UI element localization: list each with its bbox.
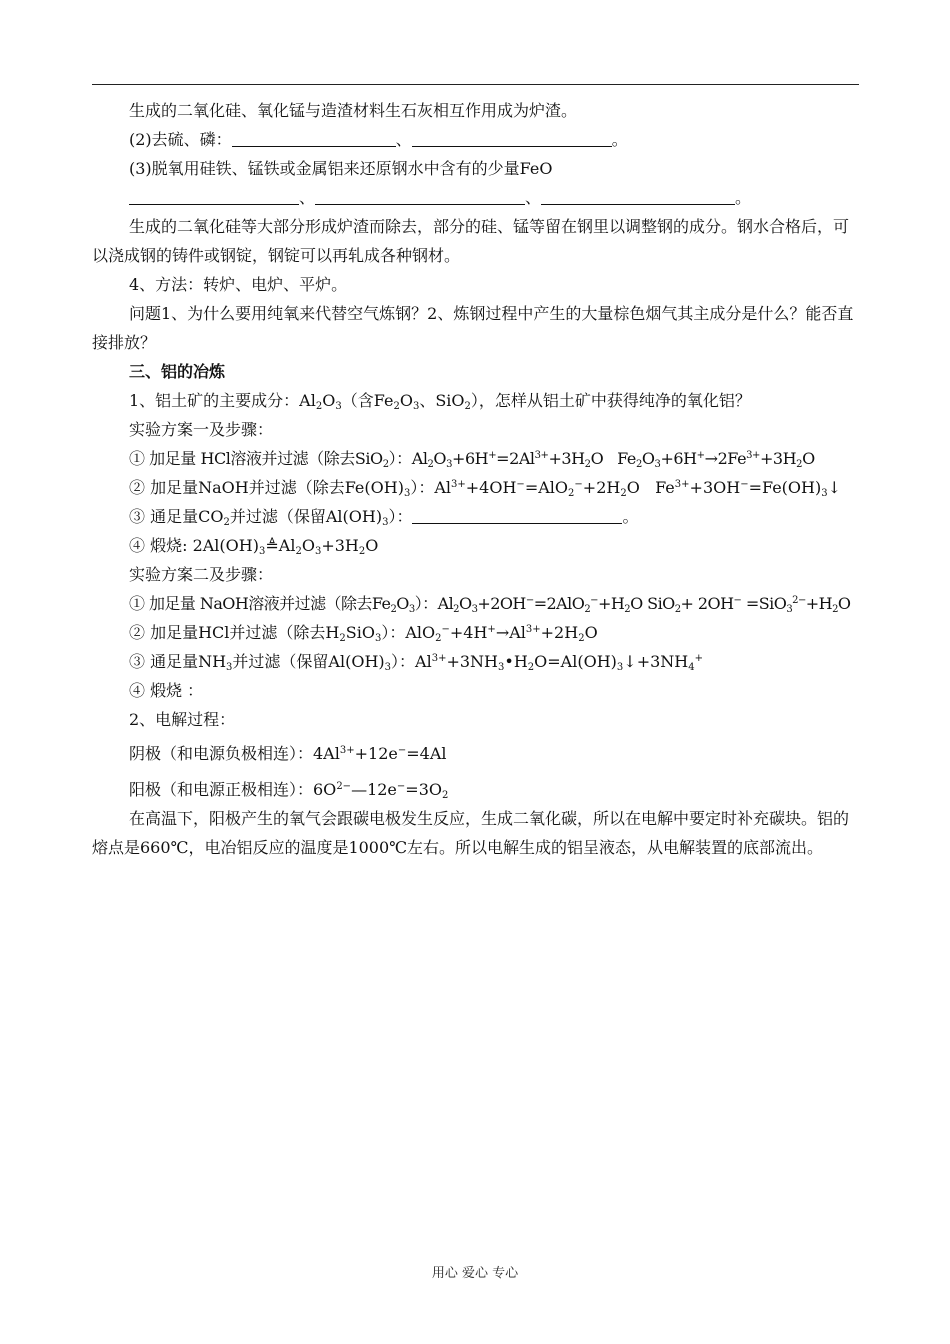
plan1-step1: ① 加足量 HCl溶液并过滤（除去SiO$_2$）：$Al_2O_3+6H^+=2Al^{3+}+3H_2O$ $Fe_2O_3+6H^+\to 2Fe^{3+}+3H_2O$ — [129, 449, 815, 470]
section-title: 三、铝的冶炼 — [129, 362, 226, 381]
plan2-step4: ④ 煅烧 ： — [129, 681, 204, 700]
header-rule — [92, 84, 859, 85]
conclusion-paragraph: 在高温下，阳极产生的氧气会跟碳电极发生反应，生成二氧化碳，所以在电解中要定时补充碳块。铝的熔点是660℃，电冶铝反应的温度是1000℃左右。所以电解生成的铝呈液态，从电解装置的底部流出。 — [92, 809, 850, 857]
plan1-step2: ② 加足量NaOH并过滤（除去$Fe(OH)_3$）：$Al^{3+}+4OH^-=AlO_2^-+2H_2O$ $Fe^{3+}+3OH^-=Fe(OH)_3↓$ — [129, 478, 842, 499]
intro-line: 生成的二氧化硅、氧化锰与造渣材料生石灰相互作用成为炉渣。 — [129, 101, 578, 120]
answer-blank[interactable] — [232, 128, 396, 147]
plan2-title: 实验方案二及步骤： — [129, 565, 274, 584]
answer-blank[interactable] — [129, 186, 299, 205]
step2-label: (2)去硫、磷： — [129, 130, 232, 149]
question-paragraph: 问题1、为什么要用纯氧来代替空气炼钢？2、炼钢过程中产生的大量棕色烟气其主成分是什么？能否直接排放？ — [92, 304, 854, 352]
paragraph-slag: 生成的二氧化硅等大部分形成炉渣而除去，部分的硅、锰等留在钢里以调整钢的成分。钢水合格后，可以浇成钢的铸件或钢锭，钢锭可以再轧成各种钢材。 — [92, 217, 850, 265]
methods-line: 4、方法：转炉、电炉、平炉。 — [129, 275, 348, 294]
plan2-step1: ① 加足量 NaOH溶液并过滤（除去$Fe_2O_3$）：$Al_2O_3+2OH^-=2AlO_2^-+H_2O$ $SiO_2+ 2OH^- =SiO_3^{2-}+H_2O$ — [129, 594, 851, 615]
deoxidize-blanks: 、 、 。 — [92, 183, 859, 212]
plan2-step2: ② 加足量HCl并过滤（除去$H_2SiO_3$）：$AlO_2^-+4H^+\to Al^{3+}+2H_2O$ — [129, 623, 598, 644]
bauxite-line: 1、铝土矿的主要成分：$Al_2O_3$（含$Fe_2O_3$、SiO$_2$），怎样从铝土矿中获得纯净的氧化铝？ — [129, 391, 751, 412]
answer-blank[interactable] — [315, 186, 525, 205]
anode-line: 阳极（和电源正极相连）：$6O^{2-}—12e^-=3O_2$ — [129, 780, 449, 801]
step-desulfurize: (2)去硫、磷： 、 。 — [129, 130, 628, 149]
electrolysis-title: 2、电解过程： — [129, 710, 236, 729]
cathode-line: 阴极（和电源负极相连）：$4Al^{3+}+12e^-=4Al$ — [129, 744, 447, 763]
answer-blank[interactable] — [541, 186, 735, 205]
page-footer: 用心 爱心 专心 — [431, 1266, 519, 1281]
answer-blank[interactable] — [412, 505, 622, 524]
plan1-step3: ③ 通足量$CO_2$并过滤（保留$Al(OH)_3$）： 。 — [129, 507, 639, 528]
plan2-step3: ③ 通足量$NH_3$并过滤（保留$Al(OH)_3$）：$Al^{3+}+3NH_3•H_2O=Al(OH)_3↓+3NH_4^+$ — [129, 652, 703, 673]
answer-blank[interactable] — [412, 128, 612, 147]
document-body — [92, 96, 859, 862]
step-deoxidize: (3)脱氧用硅铁、锰铁或金属铝来还原钢水中含有的少量FeO — [129, 159, 553, 178]
plan1-title: 实验方案一及步骤： — [129, 420, 274, 439]
plan1-step4: ④ 煅烧: $2Al(OH)_3≜Al_2O_3+3H_2O$ — [129, 536, 379, 557]
